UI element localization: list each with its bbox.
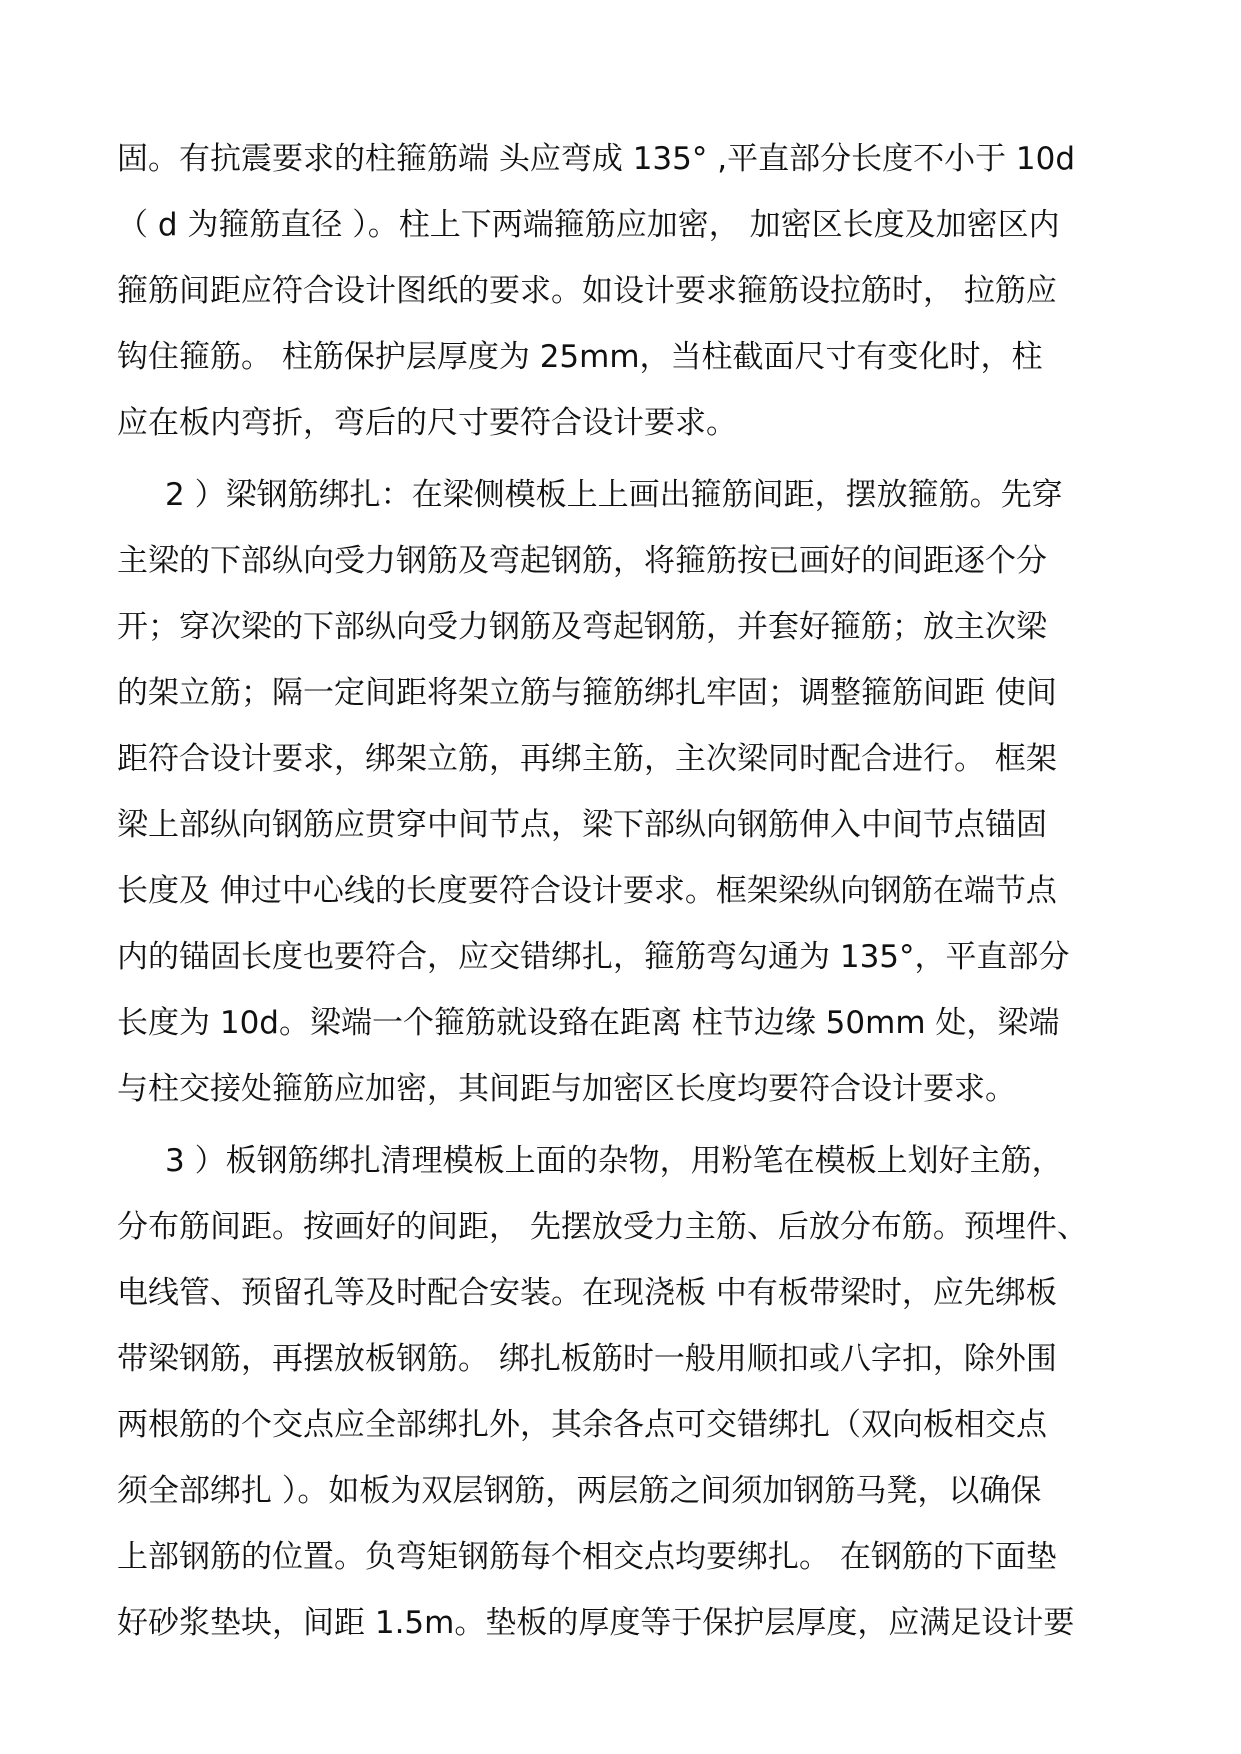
text-line: 电线管、预留孔等及时配合安装。在现浇板 中有板带梁时，应先绑板 bbox=[117, 1275, 1057, 1311]
text-line: 内的锚固长度也要符合，应交错绑扎，箍筋弯勾通为 135°，平直部分 bbox=[117, 939, 1070, 975]
text-line: 好砂浆垫块，间距 1.5m。垫板的厚度等于保护层厚度，应满足设计要 bbox=[117, 1605, 1075, 1641]
text-line: 长度为 10d。梁端一个箍筋就设臵在距离 柱节边缘 50mm 处，梁端 bbox=[117, 1005, 1060, 1041]
text-line: 带梁钢筋，再摆放板钢筋。 绑扎板筋时一般用顺扣或八字扣，除外围 bbox=[117, 1341, 1057, 1377]
text-line: 梁上部纵向钢筋应贯穿中间节点，梁下部纵向钢筋伸入中间节点锚固 bbox=[117, 807, 1047, 843]
text-line: 长度及 伸过中心线的长度要符合设计要求。框架梁纵向钢筋在端节点 bbox=[117, 873, 1057, 909]
text-line: 距符合设计要求，绑架立筋，再绑主筋，主次梁同时配合进行。 框架 bbox=[117, 741, 1057, 777]
text-line: 与柱交接处箍筋应加密，其间距与加密区长度均要符合设计要求。 bbox=[117, 1071, 1016, 1107]
text-line: 开；穿次梁的下部纵向受力钢筋及弯起钢筋，并套好箍筋；放主次梁 bbox=[117, 609, 1047, 645]
text-line: （ d 为箍筋直径 ）。柱上下两端箍筋应加密， 加密区长度及加密区内 bbox=[117, 207, 1060, 243]
text-line: 3 ）板钢筋绑扎清理模板上面的杂物，用粉笔在模板上划好主筋， bbox=[165, 1143, 1063, 1179]
body-text bbox=[117, 126, 1127, 1656]
text-line: 固。有抗震要求的柱箍筋端 头应弯成 135° ,平直部分长度不小于 10d bbox=[117, 141, 1076, 177]
paragraph bbox=[117, 1128, 1127, 1656]
text-line: 的架立筋；隔一定间距将架立筋与箍筋绑扎牢固；调整箍筋间距 使间 bbox=[117, 675, 1057, 711]
paragraph bbox=[117, 126, 1127, 456]
text-line: 上部钢筋的位置。负弯矩钢筋每个相交点均要绑扎。 在钢筋的下面垫 bbox=[117, 1539, 1057, 1575]
text-line: 钩住箍筋。 柱筋保护层厚度为 25mm，当柱截面尺寸有变化时，柱 bbox=[117, 339, 1043, 375]
text-line: 主梁的下部纵向受力钢筋及弯起钢筋，将箍筋按已画好的间距逐个分 bbox=[117, 543, 1047, 579]
text-line: 两根筋的个交点应全部绑扎外，其余各点可交错绑扎（双向板相交点 bbox=[117, 1407, 1047, 1443]
text-line: 2 ）梁钢筋绑扎：在梁侧模板上上画出箍筋间距，摆放箍筋。先穿 bbox=[165, 477, 1063, 513]
text-line: 分布筋间距。按画好的间距， 先摆放受力主筋、后放分布筋。预埋件、 bbox=[117, 1209, 1088, 1245]
text-line: 箍筋间距应符合设计图纸的要求。如设计要求箍筋设拉筋时， 拉筋应 bbox=[117, 273, 1057, 309]
text-line: 须全部绑扎 ）。如板为双层钢筋，两层筋之间须加钢筋马凳，以确保 bbox=[117, 1473, 1042, 1509]
paragraph bbox=[117, 462, 1127, 1122]
text-line: 应在板内弯折，弯后的尺寸要符合设计要求。 bbox=[117, 405, 737, 441]
